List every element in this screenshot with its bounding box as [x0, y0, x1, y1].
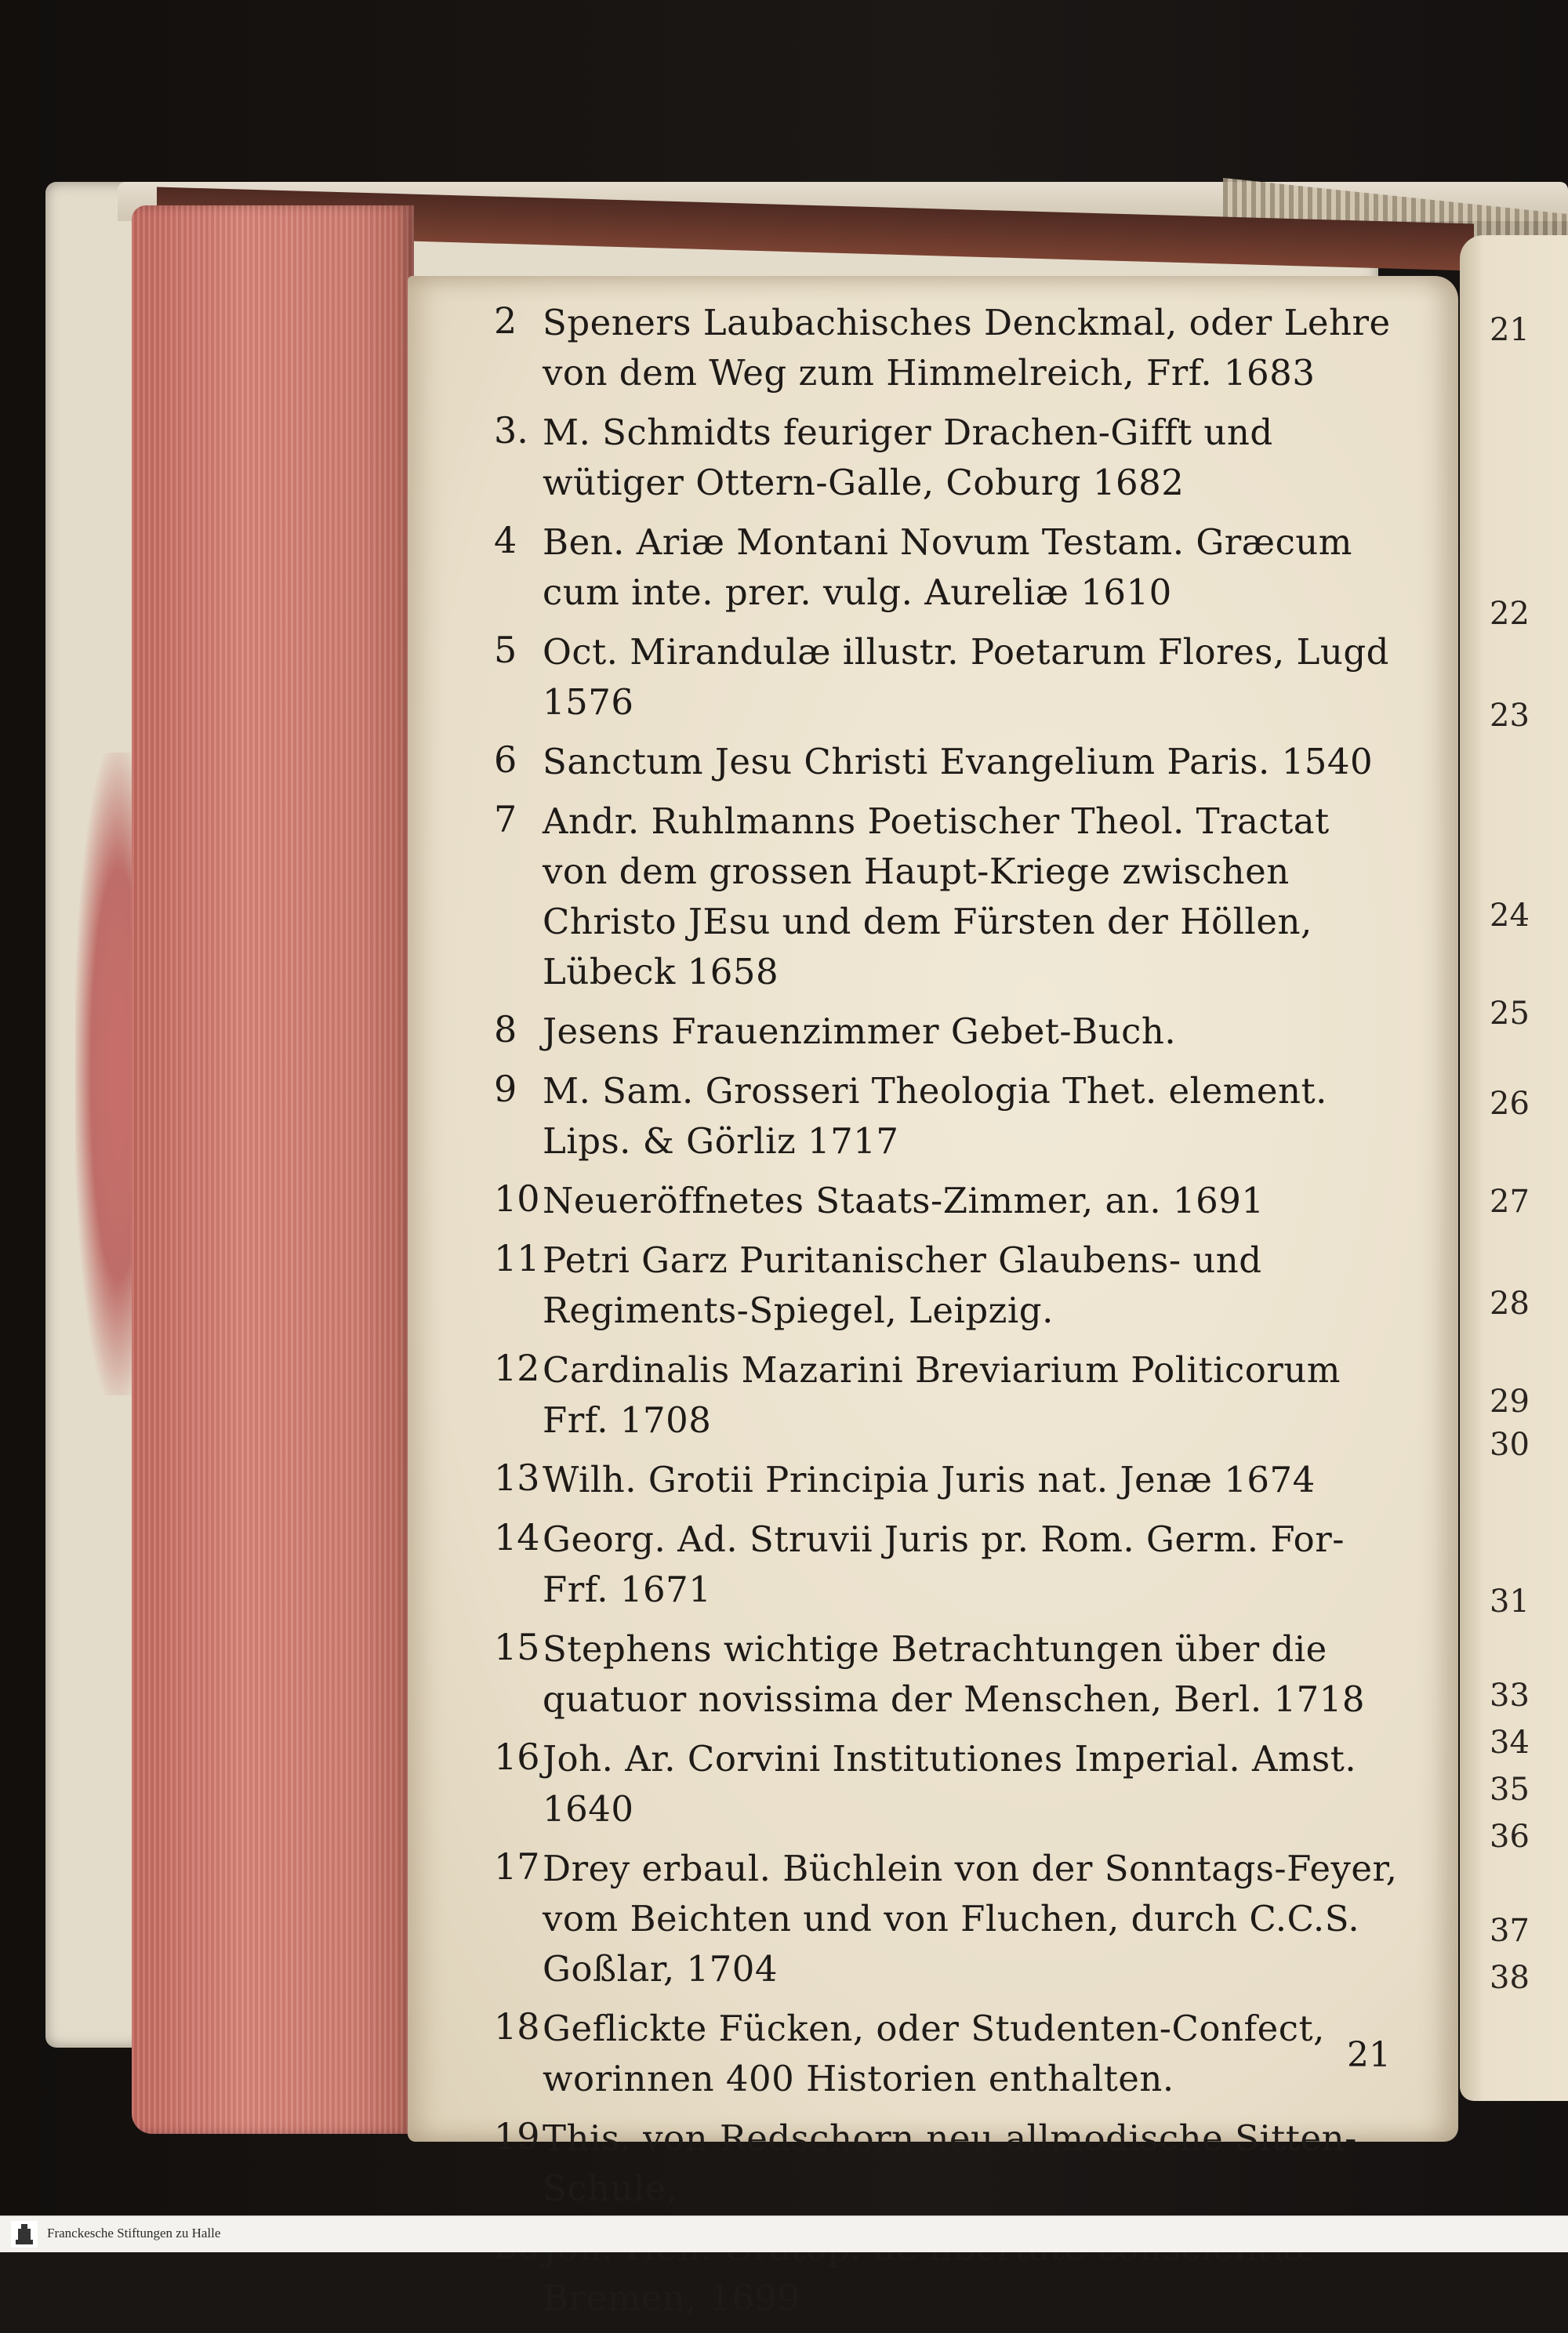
entry-text: Sanctum Jesu Christi Evangelium Paris. 1540 — [543, 741, 1374, 782]
entry-text: Andr. Ruhlmanns Poetischer Theol. Tractat von dem grossen Haupt-Kriege zwischen Christo JEsu und dem Fürsten der Höllen, Lübeck 1658 — [543, 800, 1330, 992]
facing-number: 36 — [1490, 1819, 1530, 1855]
facing-page — [1460, 235, 1568, 2101]
list-item — [494, 1734, 1403, 1834]
facing-number: 29 — [1490, 1384, 1530, 1420]
facing-number: 26 — [1490, 1086, 1530, 1122]
entry-text: Stephens wichtige Betrachtungen über die quatuor novissima der Menschen, Berl. 1718 — [543, 1628, 1366, 1720]
entry-text: M. Schmidts feuriger Drachen-Gifft und wütiger Ottern-Galle, Coburg 1682 — [543, 412, 1273, 503]
list-item — [494, 1624, 1403, 1725]
entry-number: 5 — [494, 629, 517, 671]
list-item — [494, 1345, 1403, 1446]
list-item — [494, 1007, 1403, 1057]
entry-number: 11 — [494, 1237, 540, 1279]
entry-text: Wilh. Grotii Principia Juris nat. Jenæ 1674 — [543, 1459, 1316, 1500]
entry-text: Petri Garz Puritanischer Glaubens- und Regiments-Spiegel, Leipzig. — [543, 1239, 1262, 1331]
list-item — [494, 1235, 1403, 1336]
facing-number: 27 — [1490, 1184, 1530, 1220]
facing-number: 30 — [1490, 1427, 1530, 1463]
list-item — [494, 2004, 1403, 2104]
entry-text: Jesens Frauenzimmer Gebet-Buch. — [543, 1010, 1177, 1052]
facing-number: 38 — [1490, 1960, 1530, 1996]
entry-number: 4 — [494, 519, 517, 561]
list-item — [494, 517, 1403, 618]
list-item — [494, 1176, 1403, 1226]
facing-number: 35 — [1490, 1772, 1530, 1808]
facing-number: 37 — [1490, 1913, 1530, 1949]
footer-bar — [0, 2215, 1568, 2252]
catchword: 21 — [1347, 2035, 1391, 2075]
entry-text: Georg. Ad. Struvii Juris pr. Rom. Germ. For- Frf. 1671 — [543, 1518, 1345, 1610]
entry-text: Geflickte Fücken, oder Studenten-Confect, worinnen 400 Historien enthalten. — [543, 2008, 1325, 2099]
entry-text: Cardinalis Mazarini Breviarium Politicorum Frf. 1708 — [543, 1349, 1341, 1441]
facing-number: 33 — [1490, 1678, 1530, 1714]
entry-number: 10 — [494, 1177, 540, 1220]
facing-number: 23 — [1490, 698, 1530, 734]
facing-number: 28 — [1490, 1286, 1530, 1322]
entry-number: 18 — [494, 2005, 540, 2048]
list-item — [494, 1515, 1403, 1615]
list-item — [494, 1066, 1403, 1166]
facing-number: 31 — [1490, 1584, 1530, 1620]
facing-number: 24 — [1490, 898, 1530, 934]
footer-institution: Franckesche Stiftungen zu Halle — [47, 2226, 221, 2240]
institution-logo-icon — [11, 2221, 38, 2248]
entry-number: 9 — [494, 1068, 517, 1110]
facing-number: 25 — [1490, 996, 1530, 1032]
entry-number: 15 — [494, 1626, 540, 1668]
entry-text: Joh. Ar. Corvini Institutiones Imperial. Amst. 1640 — [543, 1738, 1357, 1830]
entry-list — [494, 298, 1403, 2333]
entry-number: 16 — [494, 1736, 540, 1778]
list-item — [494, 1844, 1403, 1994]
entry-text: M. Sam. Grosseri Theologia Thet. element. Lips. & Görliz 1717 — [543, 1070, 1327, 1162]
list-item — [494, 1455, 1403, 1505]
entry-text: Ben. Ariæ Montani Novum Testam. Græcum cum inte. prer. vulg. Aureliæ 1610 — [543, 521, 1352, 613]
entry-number: 17 — [494, 1845, 540, 1888]
entry-number: 13 — [494, 1457, 540, 1499]
entry-text: Neueröffnetes Staats-Zimmer, an. 1691 — [543, 1180, 1265, 1221]
entry-text: Oct. Mirandulæ illustr. Poetarum Flores, Lugd 1576 — [543, 631, 1389, 723]
entry-text: Speners Laubachisches Denckmal, oder Lehre von dem Weg zum Himmelreich, Frf. 1683 — [543, 302, 1391, 394]
entry-number: 7 — [494, 798, 517, 840]
list-item — [494, 627, 1403, 727]
entry-text: Drey erbaul. Büchlein von der Sonntags-Feyer, vom Beichten und von Fluchen, durch C.C.S. Goßlar, 1704 — [543, 1848, 1398, 1990]
list-item — [494, 737, 1403, 787]
entry-text: Bremen, 1699 — [543, 2277, 800, 2319]
entry-number: 14 — [494, 1516, 540, 1558]
entry-number: 3. — [494, 409, 528, 452]
facing-number: 34 — [1490, 1725, 1530, 1761]
entry-number: 2 — [494, 299, 517, 342]
list-item — [494, 408, 1403, 508]
list-item — [494, 2113, 1403, 2214]
page-edges — [132, 205, 414, 2134]
entry-number: 19 — [494, 2115, 540, 2157]
list-item — [494, 796, 1403, 997]
entry-number: 12 — [494, 1347, 540, 1389]
entry-text: This. von Redschorn neu allmodische Sitten-Schule, — [543, 2117, 1357, 2209]
entry-number: 6 — [494, 738, 517, 781]
facing-number: 22 — [1490, 596, 1530, 632]
list-item — [494, 298, 1403, 398]
facing-number: 21 — [1490, 312, 1530, 348]
entry-number: 8 — [494, 1008, 517, 1050]
